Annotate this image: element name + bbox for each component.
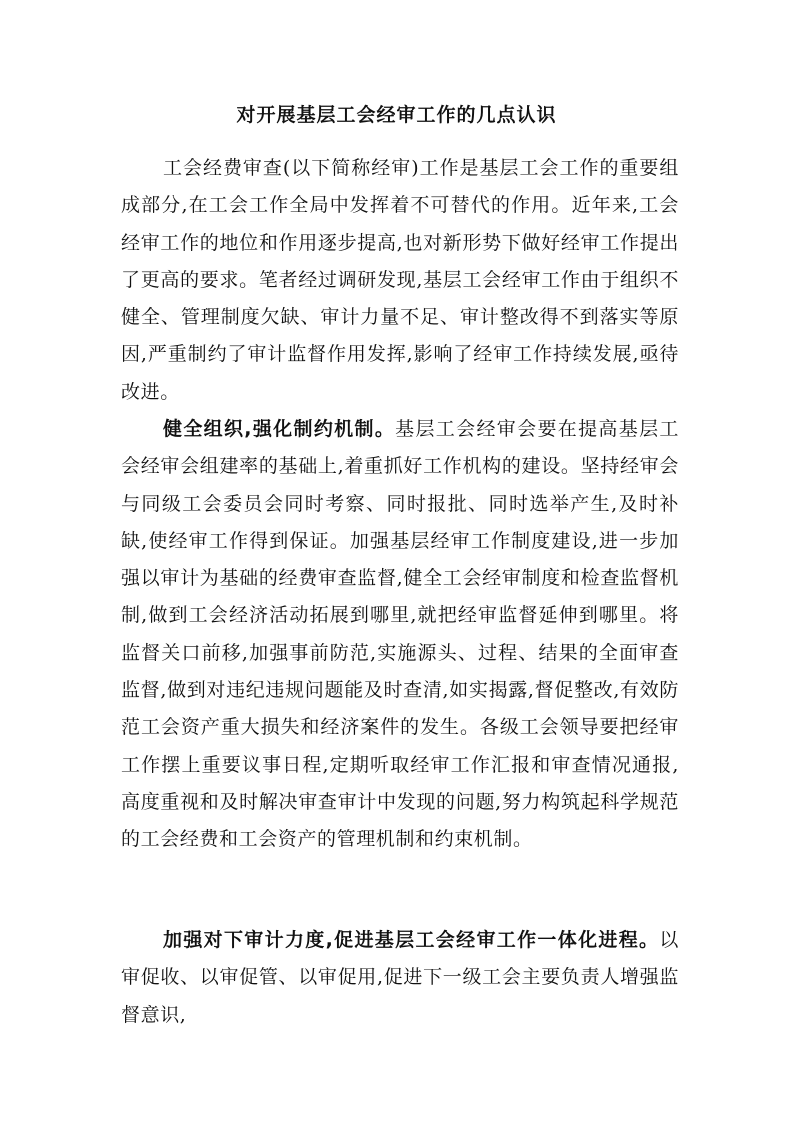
paragraph-audit — [121, 922, 679, 1034]
document-title: 对开展基层工会经审工作的几点认识 — [236, 104, 557, 126]
paragraph-intro — [121, 150, 679, 411]
paragraph-audit-lead: 加强对下审计力度,促进基层工会经审工作一体化进程。 — [163, 929, 660, 951]
paragraph-organization — [121, 411, 679, 859]
paragraph-audit-text: 以审促收、以审促管、以审促用,促进下一级工会主要负责人增强监督意识, — [121, 929, 679, 1026]
paragraph-organization-text: 基层工会经审会要在提高基层工会经审会组建率的基础上,着重抓好工作机构的建设。坚持经审会与同级工会委员会同时考察、同时报批、同时选举产生,及时补缺,使经审工作得到保证。加强基层经审工作制度建设,进一步加强以审计为基础的经费审查监督,健全工会经审制度和检查监督机制,做到工会经济活动拓展到哪里,就把经审监督延伸到哪里。将监督关口前移,加强事前防范,实施源头、过程、结果的全面审查监督,做到对违纪违规问题能及时查清,如实揭露,督促整改,有效防范工会资产重大损失和经济案件的发生。各级工会领导要把经审工作摆上重要议事日程,定期听取经审工作汇报和审查情况通报,高度重视和及时解决审查审计中发现的问题,努力构筑起科学规范的工会经费和工会资产的管理机制和约束机制。 — [121, 418, 680, 851]
paragraph-intro-text: 工会经费审查(以下简称经审)工作是基层工会工作的重要组成部分,在工会工作全局中发挥着不可替代的作用。近年来,工会经审工作的地位和作用逐步提高,也对新形势下做好经审工作提出了更高的要求。笔者经过调研发现,基层工会经审工作由于组织不健全、管理制度欠缺、审计力量不足、审计整改得不到落实等原因,严重制约了审计监督作用发挥,影响了经审工作持续发展,亟待改进。 — [121, 157, 679, 403]
paragraph-organization-lead: 健全组织,强化制约机制。 — [163, 418, 396, 440]
